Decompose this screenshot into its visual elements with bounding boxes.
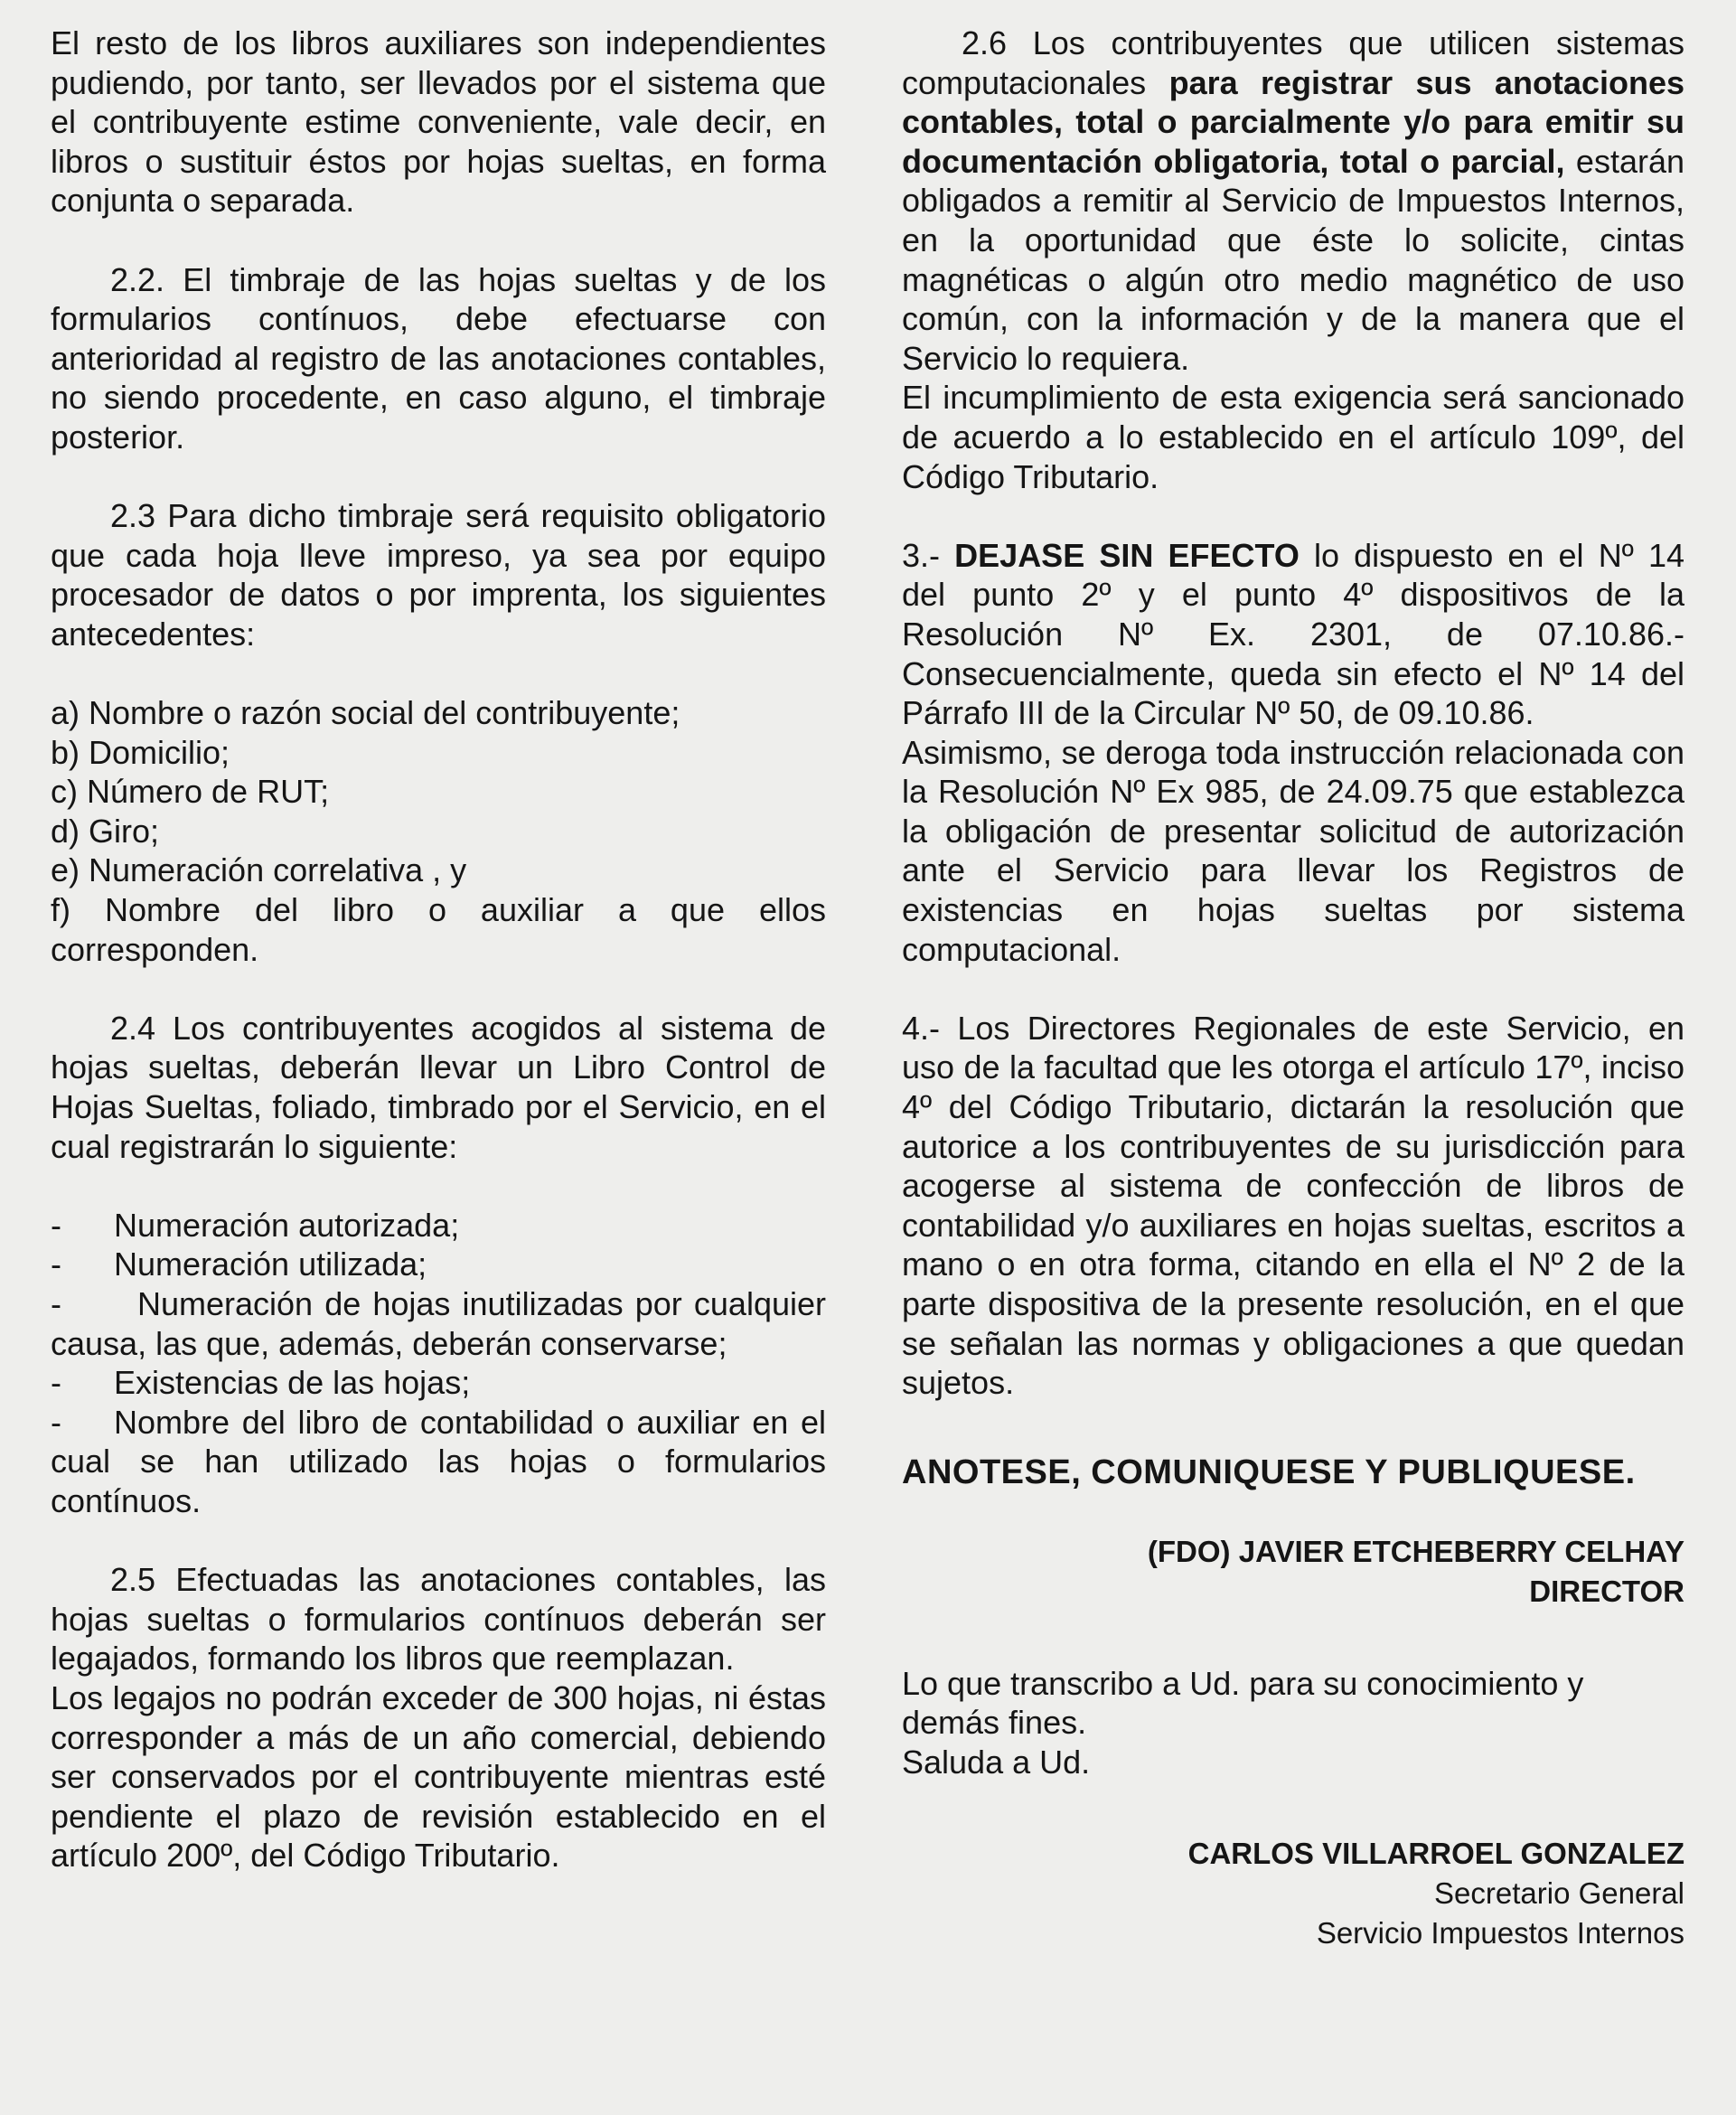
list-item: c) Número de RUT; — [51, 773, 330, 811]
paragraph-3-rest: lo dispuesto en el Nº 14 del punto 2º y el punto 4º dispositivos de la Resolución Nº Ex. 2301, de 07.10.86.- Consecuencialmente, queda sin efecto el Nº 14 del Párrafo III de la Circular Nº 50, de 09.10.86. — [902, 536, 1685, 732]
list-item: e) Numeración correlativa , y — [51, 851, 467, 889]
paragraph-2-6-sanction: El incumplimiento de esta exigencia será sancionado de acuerdo a lo establecido en el artículo 109º, del Código Tributario. — [902, 379, 1684, 495]
paragraph-2-6-bold: para registrar sus anotaciones contables, total o parcialmente y/o para emitir su documentación obligatoria, total o parcial, — [902, 63, 1684, 180]
paragraph-2-6-start: 2.6 Los contribuyentes que utilicen sistemas computacionales — [902, 24, 1684, 101]
list-item: f) Nombre del libro o auxiliar a que ellos corresponden. — [51, 891, 826, 968]
dash-item-text: Existencias de las hojas; — [114, 1364, 471, 1402]
closing-saluda: Saluda a Ud. — [902, 1743, 1091, 1781]
dash-item-text: Numeración utilizada; — [114, 1246, 427, 1283]
left-column — [51, 24, 826, 1875]
paragraph-3-asimismo: Asimismo, se deroga toda instrucción relacionada con la Resolución Nº Ex 985, de 24.09.75 que establezca la obligación de presentar solicitud de autorización ante el Servicio para llevar los Registros de existencias en hojas sueltas por sistema computacional. — [902, 733, 1684, 968]
closing-transcribe: Lo que transcribo a Ud. para su conocimiento y demás fines. — [902, 1664, 1584, 1742]
paragraph-2-4: 2.4 Los contribuyentes acogidos al sistema de hojas sueltas, deberán llevar un Libro Control de Hojas Sueltas, foliado, timbrado por el Servicio, en el cual registrarán lo siguiente: — [51, 1009, 826, 1165]
closing-heading: ANOTESE, COMUNIQUESE Y PUBLIQUESE. — [902, 1452, 1636, 1491]
dash-item-text: Numeración de hojas inutilizadas por cualquier causa, las que, además, deberán conservarse; — [51, 1285, 826, 1362]
paragraph-3-bold: DEJASE SIN EFECTO — [954, 536, 1300, 574]
signature-2-name: CARLOS VILLARROEL GONZALEZ — [1187, 1837, 1684, 1871]
dash-mark: - — [51, 1364, 61, 1402]
control-book-list — [51, 1206, 826, 1521]
list-item: b) Domicilio; — [51, 733, 230, 771]
paragraph-2-5: 2.5 Efectuadas las anotaciones contables, las hojas sueltas o formularios contínuos deberán ser legajados, formando los libros que reemplazan. — [51, 1561, 826, 1678]
dash-mark: - — [51, 1246, 61, 1283]
dash-item-text: Numeración autorizada; — [114, 1206, 460, 1244]
dash-item — [51, 1245, 826, 1284]
dash-item — [51, 1206, 826, 1246]
antecedents-list — [51, 693, 826, 969]
signature-2-title: Secretario General — [1434, 1875, 1684, 1910]
dash-item — [51, 1403, 826, 1521]
signature-1-title: DIRECTOR — [1529, 1574, 1684, 1608]
paragraph-2-6 — [902, 24, 1684, 378]
signature-2-org: Servicio Impuestos Internos — [1316, 1915, 1684, 1950]
right-column — [902, 24, 1684, 1952]
dash-mark: - — [51, 1206, 61, 1244]
paragraph-2-2: 2.2. El timbraje de las hojas sueltas y de los formularios contínuos, debe efectuarse con anterioridad al registro de las anotaciones contables, no siendo procedente, en caso alguno, el timbraje posterior. — [51, 260, 826, 456]
list-item: a) Nombre o razón social del contribuyente; — [51, 694, 680, 732]
dash-item — [51, 1284, 826, 1363]
paragraph-2-3: 2.3 Para dicho timbraje será requisito obligatorio que cada hoja lleve impreso, ya sea por equipo procesador de datos o por imprenta, los siguientes antecedentes: — [51, 497, 826, 653]
list-item: d) Giro; — [51, 812, 160, 850]
dash-mark: - — [51, 1285, 61, 1322]
paragraph-3 — [902, 536, 1684, 733]
signature-1-name: (FDO) JAVIER ETCHEBERRY CELHAY — [1147, 1535, 1684, 1569]
dash-item-text: Nombre del libro de contabilidad o auxiliar en el cual se han utilizado las hojas o formularios contínuos. — [51, 1403, 826, 1519]
paragraph-intro: El resto de los libros auxiliares son independientes pudiendo, por tanto, ser llevados por el sistema que el contribuyente estime conveniente, vale decir, en libros o sustituir éstos por hojas sueltas, en forma conjunta o separada. — [51, 24, 826, 220]
paragraph-3-number: 3.- — [902, 536, 941, 574]
dash-mark: - — [51, 1403, 61, 1441]
paragraph-2-5-legajos: Los legajos no podrán exceder de 300 hojas, ni éstas corresponder a más de un año comercial, debiendo ser conservados por el contribuyente mientras esté pendiente el plazo de revisión establecido en el artículo 200º, del Código Tributario. — [51, 1678, 826, 1875]
paragraph-4: 4.- Los Directores Regionales de este Servicio, en uso de la facultad que les otorga el artículo 17º, inciso 4º del Código Tributario, dictarán la resolución que autorice a los contribuyentes de su jurisdicción para acogerse al sistema de confección de libros de contabilidad y/o auxiliares en hojas sueltas, escritos a mano o en otra forma, citando en ella el Nº 2 de la parte dispositiva de la presente resolución, en el que se señalan las normas y obligaciones a que quedan sujetos. — [902, 1009, 1684, 1402]
dash-item — [51, 1363, 826, 1403]
paragraph-2-6-end: estarán obligados a remitir al Servicio de Impuestos Internos, en la oportunidad que éste lo solicite, cintas magnéticas o algún otro medio magnético de uso común, con la información y de la manera que el Servicio lo requiera. — [902, 142, 1684, 377]
